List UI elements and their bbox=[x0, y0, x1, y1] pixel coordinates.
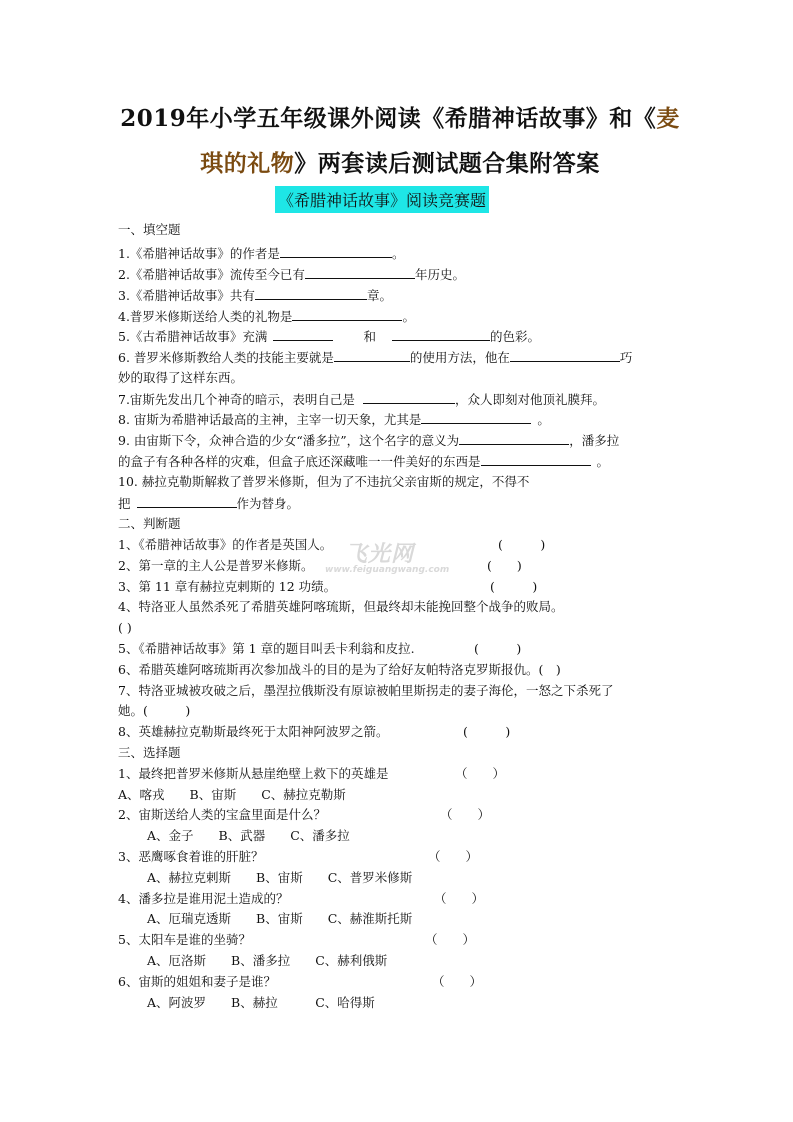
judge-question-7: 7、特洛亚城被攻破之后，墨涅拉俄斯没有原谅被帕里斯拐走的妻子海伦，一怒之下杀死了 bbox=[118, 683, 614, 698]
answer-paren: （ ） bbox=[425, 932, 476, 947]
answer-blank bbox=[363, 391, 455, 404]
choice-question-6: 6、宙斯的姐姐和妻子是谁？ bbox=[118, 974, 276, 989]
choice-options-6: A、阿波罗 B、赫拉 C、哈得斯 bbox=[147, 995, 375, 1010]
choice-question-4: 4、潘多拉是谁用泥土造成的？ bbox=[118, 891, 289, 906]
watermark-logo: 飞光网 www.feiguangwang.com bbox=[325, 542, 450, 575]
judge-question-7-cont: 她。( ) bbox=[118, 703, 191, 718]
judge-question-2: 2、第一章的主人公是普罗米修斯。 bbox=[118, 558, 314, 573]
answer-paren: ( ) bbox=[498, 537, 546, 552]
section-subheading: 《希腊神话故事》阅读竞赛题 bbox=[275, 186, 489, 213]
answer-blank bbox=[280, 245, 392, 258]
answer-blank bbox=[305, 266, 415, 279]
answer-blank bbox=[421, 411, 531, 424]
answer-blank bbox=[459, 432, 569, 445]
answer-blank bbox=[292, 308, 402, 321]
choice-options-1: A、喀戎 B、宙斯 C、赫拉克勒斯 bbox=[118, 787, 346, 802]
choice-question-1: 1、最终把普罗米修斯从悬崖绝壁上救下的英雄是 bbox=[118, 766, 389, 781]
answer-paren: （ ） bbox=[440, 807, 491, 822]
judge-question-1: 1、《希腊神话故事》的作者是英国人。 bbox=[118, 537, 333, 552]
document-title-line-1 bbox=[110, 100, 690, 133]
answer-paren: （ ） bbox=[434, 891, 485, 906]
judge-question-5: 5、《希腊神话故事》第 1 章的题目叫丢卡利翁和皮拉. bbox=[118, 641, 415, 656]
fill-question-9: 9. 由宙斯下令，众神合造的少女“潘多拉”，这个名字的意义为 ，潘多拉 bbox=[118, 433, 620, 448]
fill-question-6: 6. 普罗米修斯教给人类的技能主要就是 的使用方法，他在 巧 bbox=[118, 350, 633, 365]
fill-question-6-cont: 妙的取得了这样东西。 bbox=[118, 370, 244, 385]
answer-blank bbox=[510, 349, 620, 362]
answer-paren: （ ） bbox=[432, 974, 483, 989]
fill-question-8: 8. 宙斯为希腊神话最高的主神，主宰一切天象，尤其是 。 bbox=[118, 412, 550, 427]
section-3-heading: 三、选择题 bbox=[118, 745, 181, 760]
answer-paren: ( ) bbox=[463, 724, 511, 739]
answer-paren: ( ) bbox=[474, 641, 522, 656]
choice-question-5: 5、太阳车是谁的坐骑？ bbox=[118, 932, 251, 947]
document-title-line-2 bbox=[110, 145, 690, 178]
fill-question-1: 1.《希腊神话故事》的作者是 。 bbox=[118, 246, 405, 261]
fill-question-4: 4.普罗米修斯送给人类的礼物是 。 bbox=[118, 309, 415, 324]
fill-question-2: 2.《希腊神话故事》流传至今已有 年历史。 bbox=[118, 267, 465, 282]
fill-question-5: 5.《古希腊神话故事》充满 和 的色彩。 bbox=[118, 329, 540, 344]
choice-options-3: A、赫拉克剌斯 B、宙斯 C、普罗米修斯 bbox=[147, 870, 413, 885]
fill-question-7: 7.宙斯先发出几个神奇的暗示，表明自己是 ，众人即刻对他顶礼膜拜。 bbox=[118, 392, 605, 407]
title-highlight: 琪的礼物 bbox=[200, 150, 295, 177]
fill-question-10-cont: 把 作为替身。 bbox=[118, 496, 300, 511]
title-text: 2019年小学五年级课外阅读《希腊神话故事》和《 bbox=[120, 105, 657, 132]
fill-question-9-cont: 的盒子有各种各样的灾难，但盒子底还深藏唯一一件美好的东西是 。 bbox=[118, 454, 610, 469]
choice-options-2: A、金子 B、武器 C、潘多拉 bbox=[147, 828, 350, 843]
answer-blank bbox=[273, 328, 333, 341]
judge-question-6: 6、希腊英雄阿喀琉斯再次参加战斗的目的是为了给好友帕特洛克罗斯报仇。( ) bbox=[118, 662, 561, 677]
section-1-heading: 一、填空题 bbox=[118, 222, 181, 237]
judge-question-4: 4、特洛亚人虽然杀死了希腊英雄阿喀琉斯，但最终却未能挽回整个战争的败局。 bbox=[118, 599, 564, 614]
judge-question-8: 8、英雄赫拉克勒斯最终死于太阳神阿波罗之箭。 bbox=[118, 724, 389, 739]
title-text: 》两套读后测试题合集附答案 bbox=[294, 150, 600, 177]
answer-blank bbox=[137, 495, 237, 508]
answer-paren: ( ) bbox=[490, 579, 538, 594]
answer-paren: （ ） bbox=[428, 849, 479, 864]
choice-options-4: A、厄瑞克透斯 B、宙斯 C、赫淮斯托斯 bbox=[147, 911, 413, 926]
choice-question-2: 2、宙斯送给人类的宝盒里面是什么？ bbox=[118, 807, 326, 822]
answer-blank bbox=[481, 453, 591, 466]
answer-paren: ( ) bbox=[487, 558, 522, 573]
choice-options-5: A、厄洛斯 B、潘多拉 C、赫利俄斯 bbox=[147, 953, 388, 968]
answer-blank bbox=[334, 349, 410, 362]
answer-paren: ( ) bbox=[118, 620, 132, 635]
title-highlight: 麦 bbox=[656, 105, 680, 132]
answer-paren: （ ） bbox=[455, 766, 506, 781]
judge-question-3: 3、第 11 章有赫拉克剌斯的 12 功绩。 bbox=[118, 579, 337, 594]
choice-question-3: 3、恶鹰啄食着谁的肝脏？ bbox=[118, 849, 264, 864]
answer-blank bbox=[255, 287, 367, 300]
answer-blank bbox=[392, 328, 490, 341]
fill-question-3: 3.《希腊神话故事》共有 章。 bbox=[118, 288, 392, 303]
fill-question-10: 10. 赫拉克勒斯解救了普罗米修斯，但为了不违抗父亲宙斯的规定，不得不 bbox=[118, 474, 530, 489]
section-2-heading: 二、判断题 bbox=[118, 516, 181, 531]
